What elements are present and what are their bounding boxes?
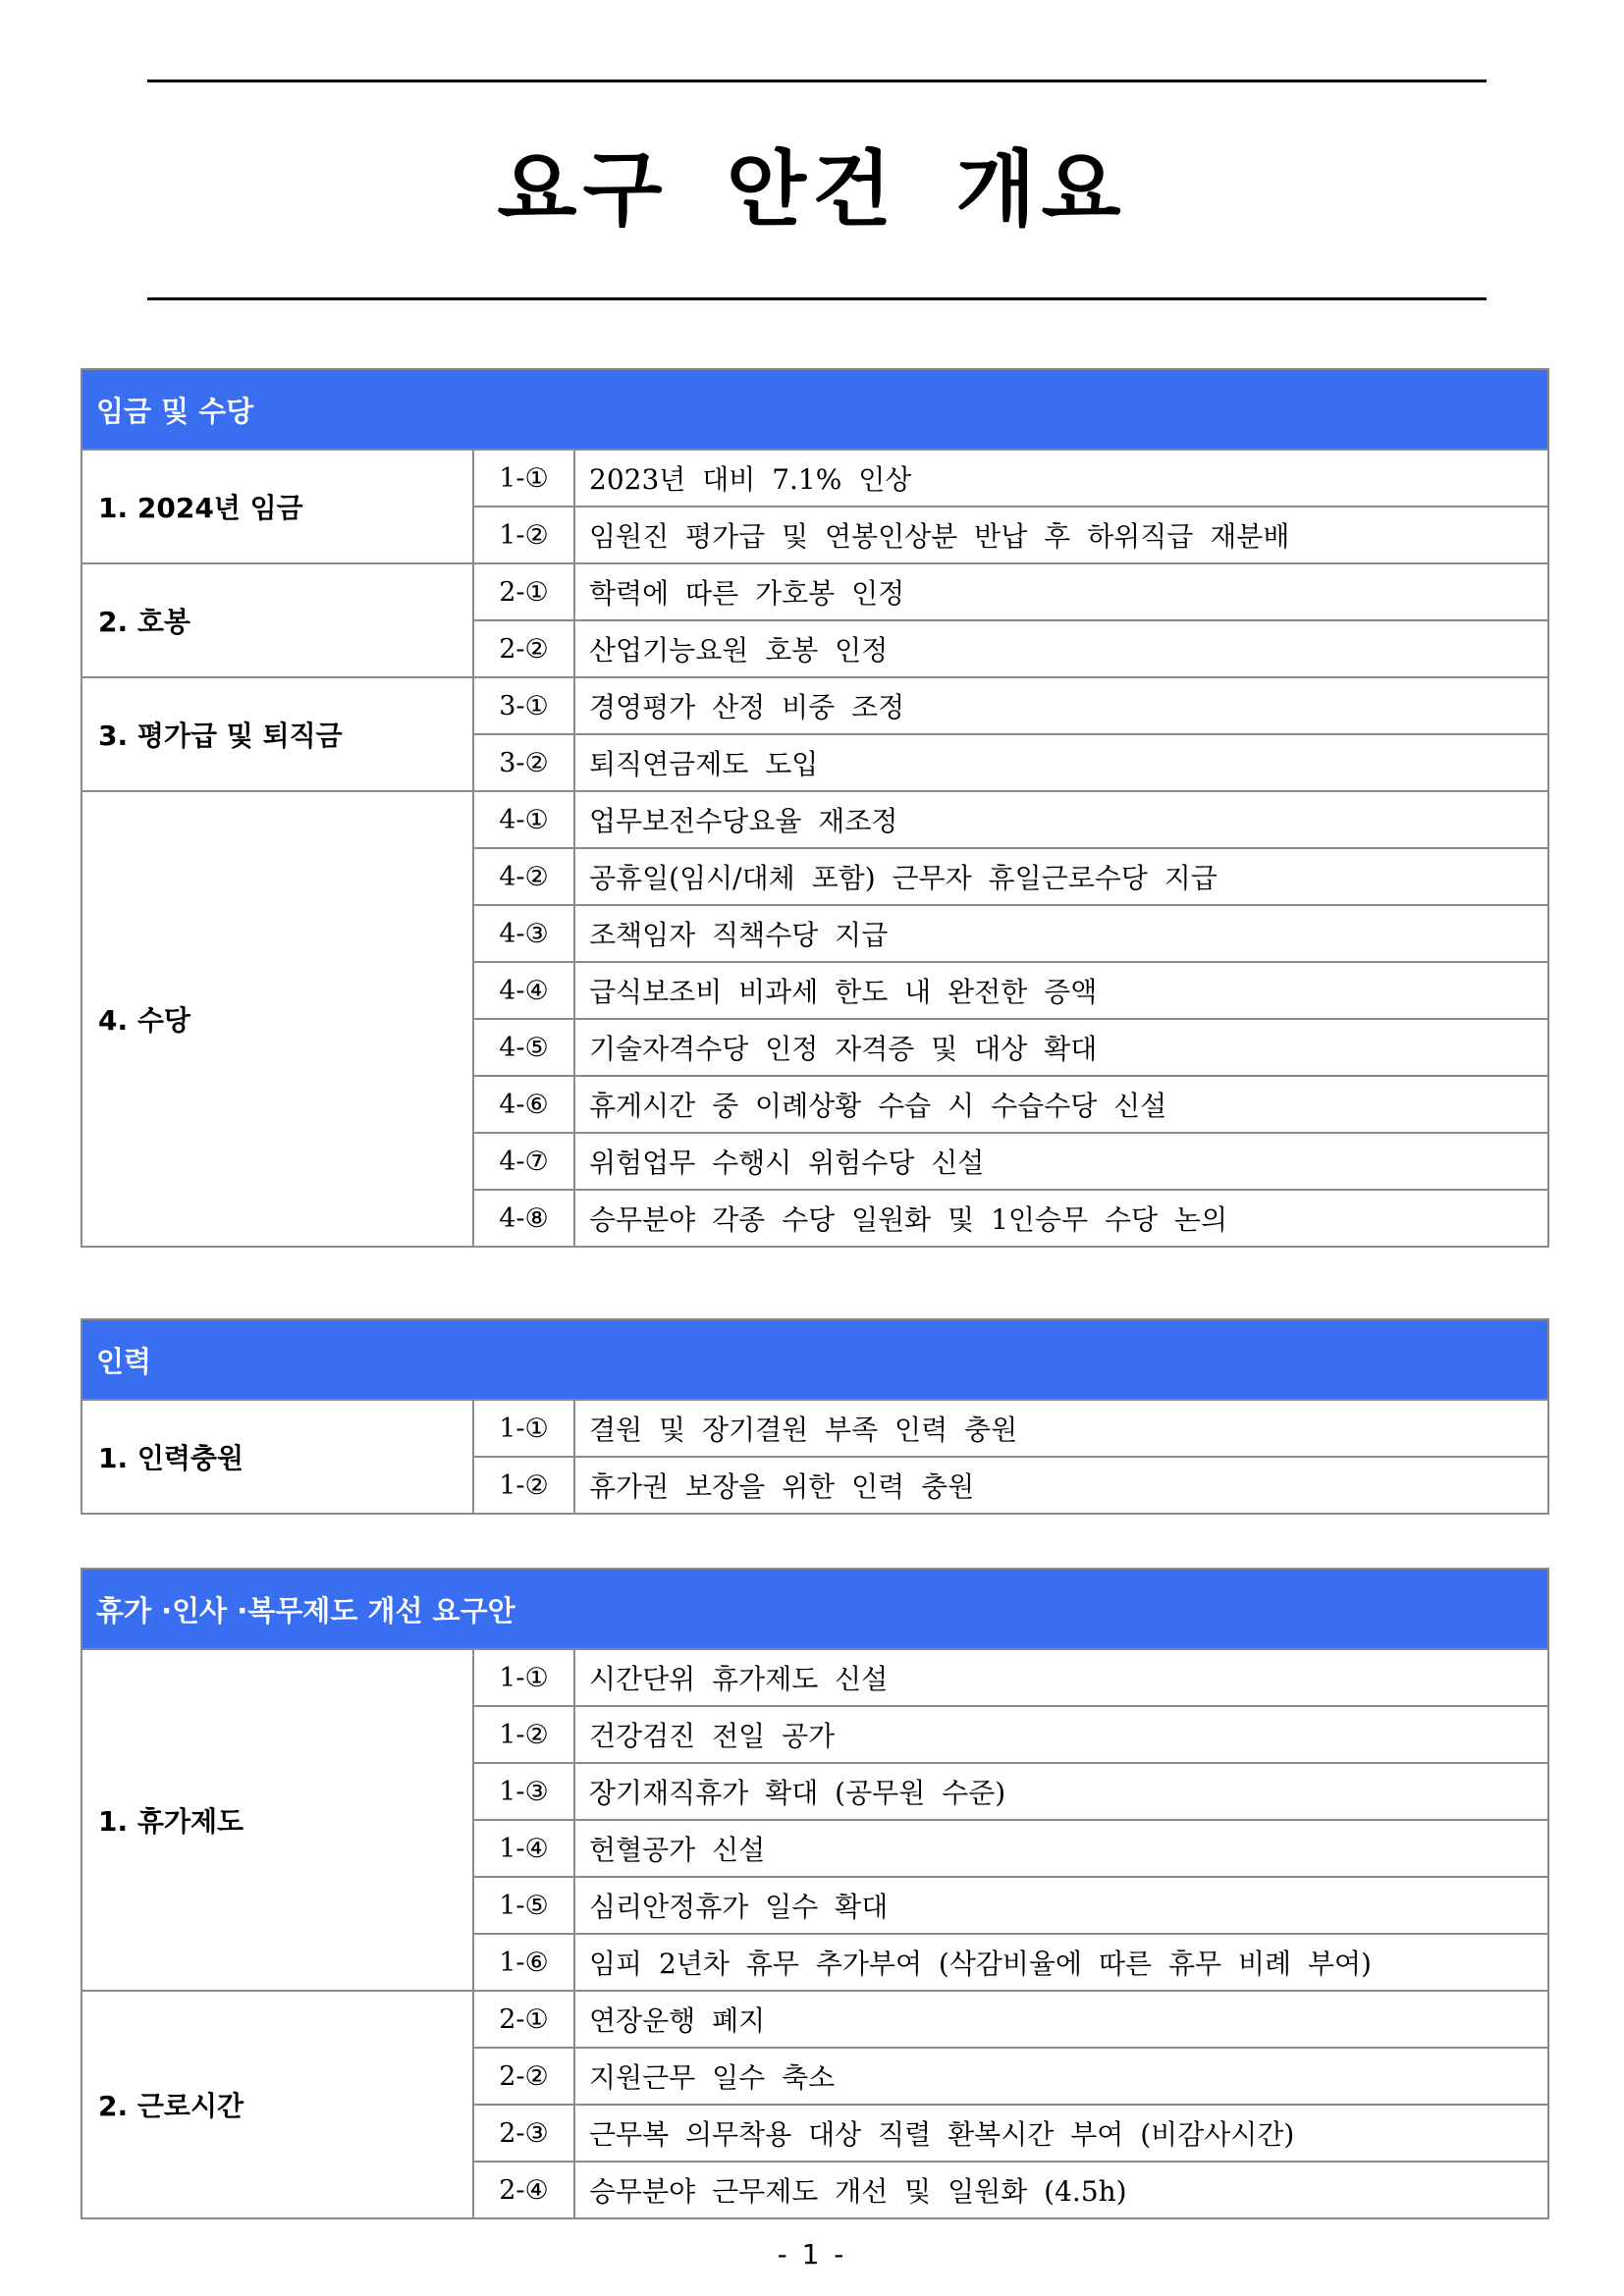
item-text: 승무분야 근무제도 개선 및 일원화 (4.5h): [574, 2162, 1548, 2218]
item-code: 4-⑤: [473, 1019, 574, 1076]
item-code: 2-④: [473, 2162, 574, 2218]
item-code: 1-②: [473, 1457, 574, 1514]
item-text: 임원진 평가급 및 연봉인상분 반납 후 하위직급 재분배: [574, 507, 1548, 563]
bottom-rule: [147, 297, 1487, 300]
item-code: 1-②: [473, 507, 574, 563]
item-code: 4-⑧: [473, 1190, 574, 1247]
item-text: 퇴직연금제도 도입: [574, 734, 1548, 791]
item-text: 경영평가 산정 비중 조정: [574, 677, 1548, 734]
item-code: 3-①: [473, 677, 574, 734]
item-code: 1-③: [473, 1763, 574, 1820]
table-row: [81, 677, 1548, 734]
item-code: 2-②: [473, 2048, 574, 2105]
section-table-staffing: [81, 1318, 1549, 1515]
item-text: 급식보조비 비과세 한도 내 완전한 증액: [574, 962, 1548, 1019]
item-text: 기술자격수당 인정 자격증 및 대상 확대: [574, 1019, 1548, 1076]
category-label: 1. 휴가제도: [81, 1649, 473, 1991]
item-code: 1-①: [473, 450, 574, 507]
table-row: [81, 1991, 1548, 2048]
item-text: 승무분야 각종 수당 일원화 및 1인승무 수당 논의: [574, 1190, 1548, 1247]
item-code: 1-⑤: [473, 1877, 574, 1934]
item-text: 건강검진 전일 공가: [574, 1706, 1548, 1763]
item-code: 1-①: [473, 1400, 574, 1457]
category-label: 4. 수당: [81, 791, 473, 1247]
item-text: 업무보전수당요율 재조정: [574, 791, 1548, 848]
item-text: 휴가권 보장을 위한 인력 충원: [574, 1457, 1548, 1514]
item-code: 2-①: [473, 563, 574, 620]
item-text: 조책임자 직책수당 지급: [574, 905, 1548, 962]
item-text: 학력에 따른 가호봉 인정: [574, 563, 1548, 620]
item-code: 4-②: [473, 848, 574, 905]
item-code: 1-②: [473, 1706, 574, 1763]
item-text: 지원근무 일수 축소: [574, 2048, 1548, 2105]
item-text: 위험업무 수행시 위험수당 신설: [574, 1133, 1548, 1190]
table-row: [81, 450, 1548, 507]
item-text: 헌혈공가 신설: [574, 1820, 1548, 1877]
item-text: 장기재직휴가 확대 (공무원 수준): [574, 1763, 1548, 1820]
item-code: 1-①: [473, 1649, 574, 1706]
page-number: - 1 -: [777, 2238, 847, 2270]
item-code: 1-⑥: [473, 1934, 574, 1991]
category-label: 2. 근로시간: [81, 1991, 473, 2218]
item-code: 4-③: [473, 905, 574, 962]
item-text: 심리안정휴가 일수 확대: [574, 1877, 1548, 1934]
item-code: 2-③: [473, 2105, 574, 2162]
section-table-wages: [81, 368, 1549, 1248]
table-row: [81, 563, 1548, 620]
item-code: 4-⑦: [473, 1133, 574, 1190]
item-text: 결원 및 장기결원 부족 인력 충원: [574, 1400, 1548, 1457]
item-text: 임피 2년차 휴무 추가부여 (삭감비율에 따른 휴무 비례 부여): [574, 1934, 1548, 1991]
item-text: 시간단위 휴가제도 신설: [574, 1649, 1548, 1706]
item-code: 3-②: [473, 734, 574, 791]
item-code: 4-⑥: [473, 1076, 574, 1133]
item-text: 연장운행 폐지: [574, 1991, 1548, 2048]
category-label: 2. 호봉: [81, 563, 473, 677]
table-row: [81, 791, 1548, 848]
section-table-leave-hr: [81, 1568, 1549, 2219]
category-label: 1. 2024년 임금: [81, 450, 473, 563]
category-label: 1. 인력충원: [81, 1400, 473, 1514]
section-header: 인력: [81, 1319, 1548, 1400]
item-code: 2-①: [473, 1991, 574, 2048]
item-code: 4-①: [473, 791, 574, 848]
page-title: 요구 안건 개요: [497, 141, 1127, 238]
item-text: 공휴일(임시/대체 포함) 근무자 휴일근로수당 지급: [574, 848, 1548, 905]
item-text: 2023년 대비 7.1% 인상: [574, 450, 1548, 507]
item-code: 2-②: [473, 620, 574, 677]
top-rule: [147, 80, 1487, 82]
item-text: 산업기능요원 호봉 인정: [574, 620, 1548, 677]
item-code: 1-④: [473, 1820, 574, 1877]
category-label: 3. 평가급 및 퇴직금: [81, 677, 473, 791]
item-text: 휴게시간 중 이례상황 수습 시 수습수당 신설: [574, 1076, 1548, 1133]
table-row: [81, 1400, 1548, 1457]
item-text: 근무복 의무착용 대상 직렬 환복시간 부여 (비감사시간): [574, 2105, 1548, 2162]
section-header: 휴가 ·인사 ·복무제도 개선 요구안: [81, 1569, 1548, 1649]
section-header: 임금 및 수당: [81, 369, 1548, 450]
table-row: [81, 1649, 1548, 1706]
item-code: 4-④: [473, 962, 574, 1019]
